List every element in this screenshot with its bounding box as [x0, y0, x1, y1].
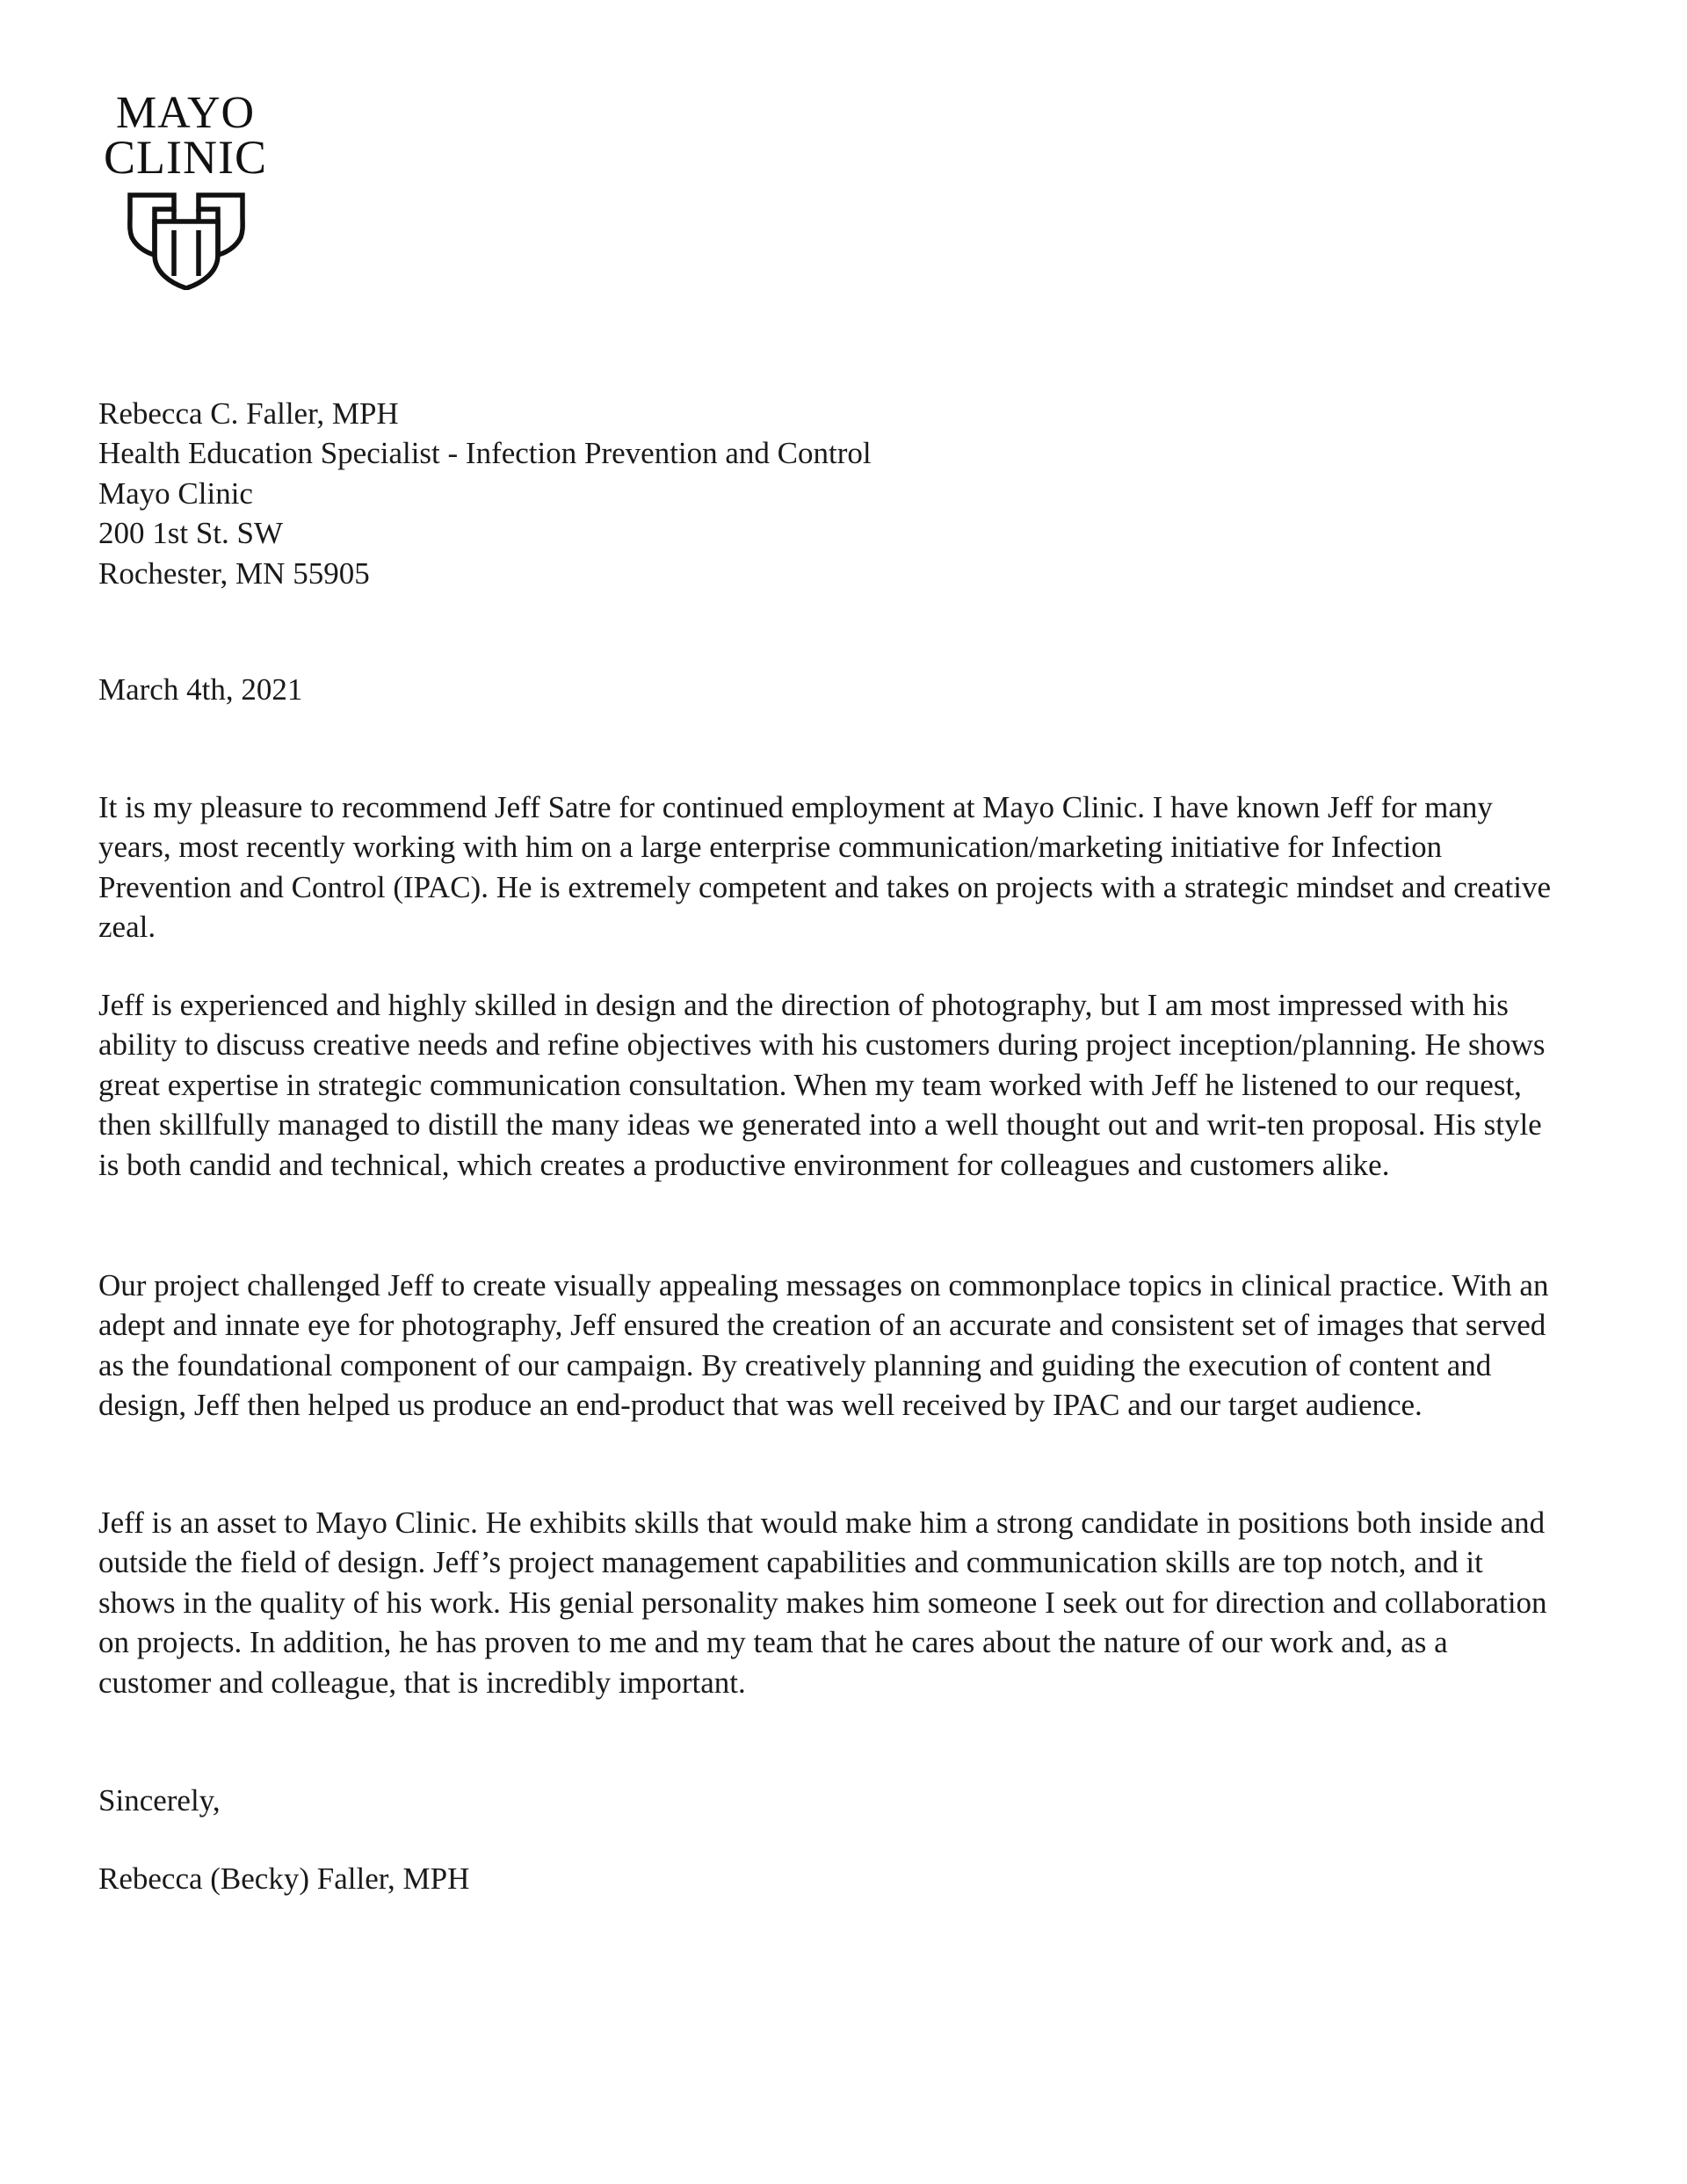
body-paragraph-1: It is my pleasure to recommend Jeff Satre for continued employment at Mayo Clinic. I have known Jeff for many years, most recently working with him on a large enterprise communication/marketing initiative for Infection Prevention and Control (IPAC). He is extremely competent and takes on projects with a strategic mindset and creative zeal. — [98, 790, 1551, 945]
signature: Rebecca (Becky) Faller, MPH — [98, 1861, 470, 1896]
closing: Sincerely, — [98, 1783, 221, 1818]
body-paragraph-4: Jeff is an asset to Mayo Clinic. He exhibits skills that would make him a strong candidate in positions both inside and outside the field of design. Jeff’s project management capabilities and communication skills are top notch, and it shows in the quality of his work. His genial personality makes him someone I seek out for direction and collaboration on projects. In addition, he has proven to me and my team that he cares about the nature of our work and, as a customer and colleague, that is incredibly important. — [98, 1506, 1547, 1700]
mayo-clinic-logo — [95, 88, 276, 290]
sender-name: Rebecca C. Faller, MPH — [98, 396, 399, 431]
three-shields-icon — [125, 192, 248, 290]
body-paragraph-2: Jeff is experienced and highly skilled in design and the direction of photography, but I am most impressed with his ability to discuss creative needs and refine objectives with his customers during project inception/planning. He shows great expertise in strategic communication consultation. When my team worked with Jeff he listened to our request, then skillfully managed to distill the many ideas we generated into a well thought out and writ-ten proposal. His style is both candid and technical, which creates a productive environment for colleagues and customers alike. — [98, 988, 1546, 1182]
sender-city: Rochester, MN 55905 — [98, 555, 370, 591]
logo-text-mayo: MAYO — [115, 88, 256, 138]
sender-address-block — [98, 394, 872, 593]
logo-text-clinic: CLINIC — [104, 131, 267, 184]
sender-title: Health Education Specialist - Infection Prevention and Control — [98, 436, 872, 471]
sender-organization: Mayo Clinic — [98, 475, 253, 511]
letter-date: March 4th, 2021 — [98, 672, 303, 707]
sender-street: 200 1st St. SW — [98, 516, 284, 551]
body-paragraph-3: Our project challenged Jeff to create visually appealing messages on commonplace topics in clinical practice. With an adept and innate eye for photography, Jeff ensured the creation of an accurate and consistent set of images that served as the foundational component of our campaign. By creatively planning and guiding the execution of content and design, Jeff then helped us produce an end-product that was well received by IPAC and our target audience. — [98, 1268, 1549, 1423]
